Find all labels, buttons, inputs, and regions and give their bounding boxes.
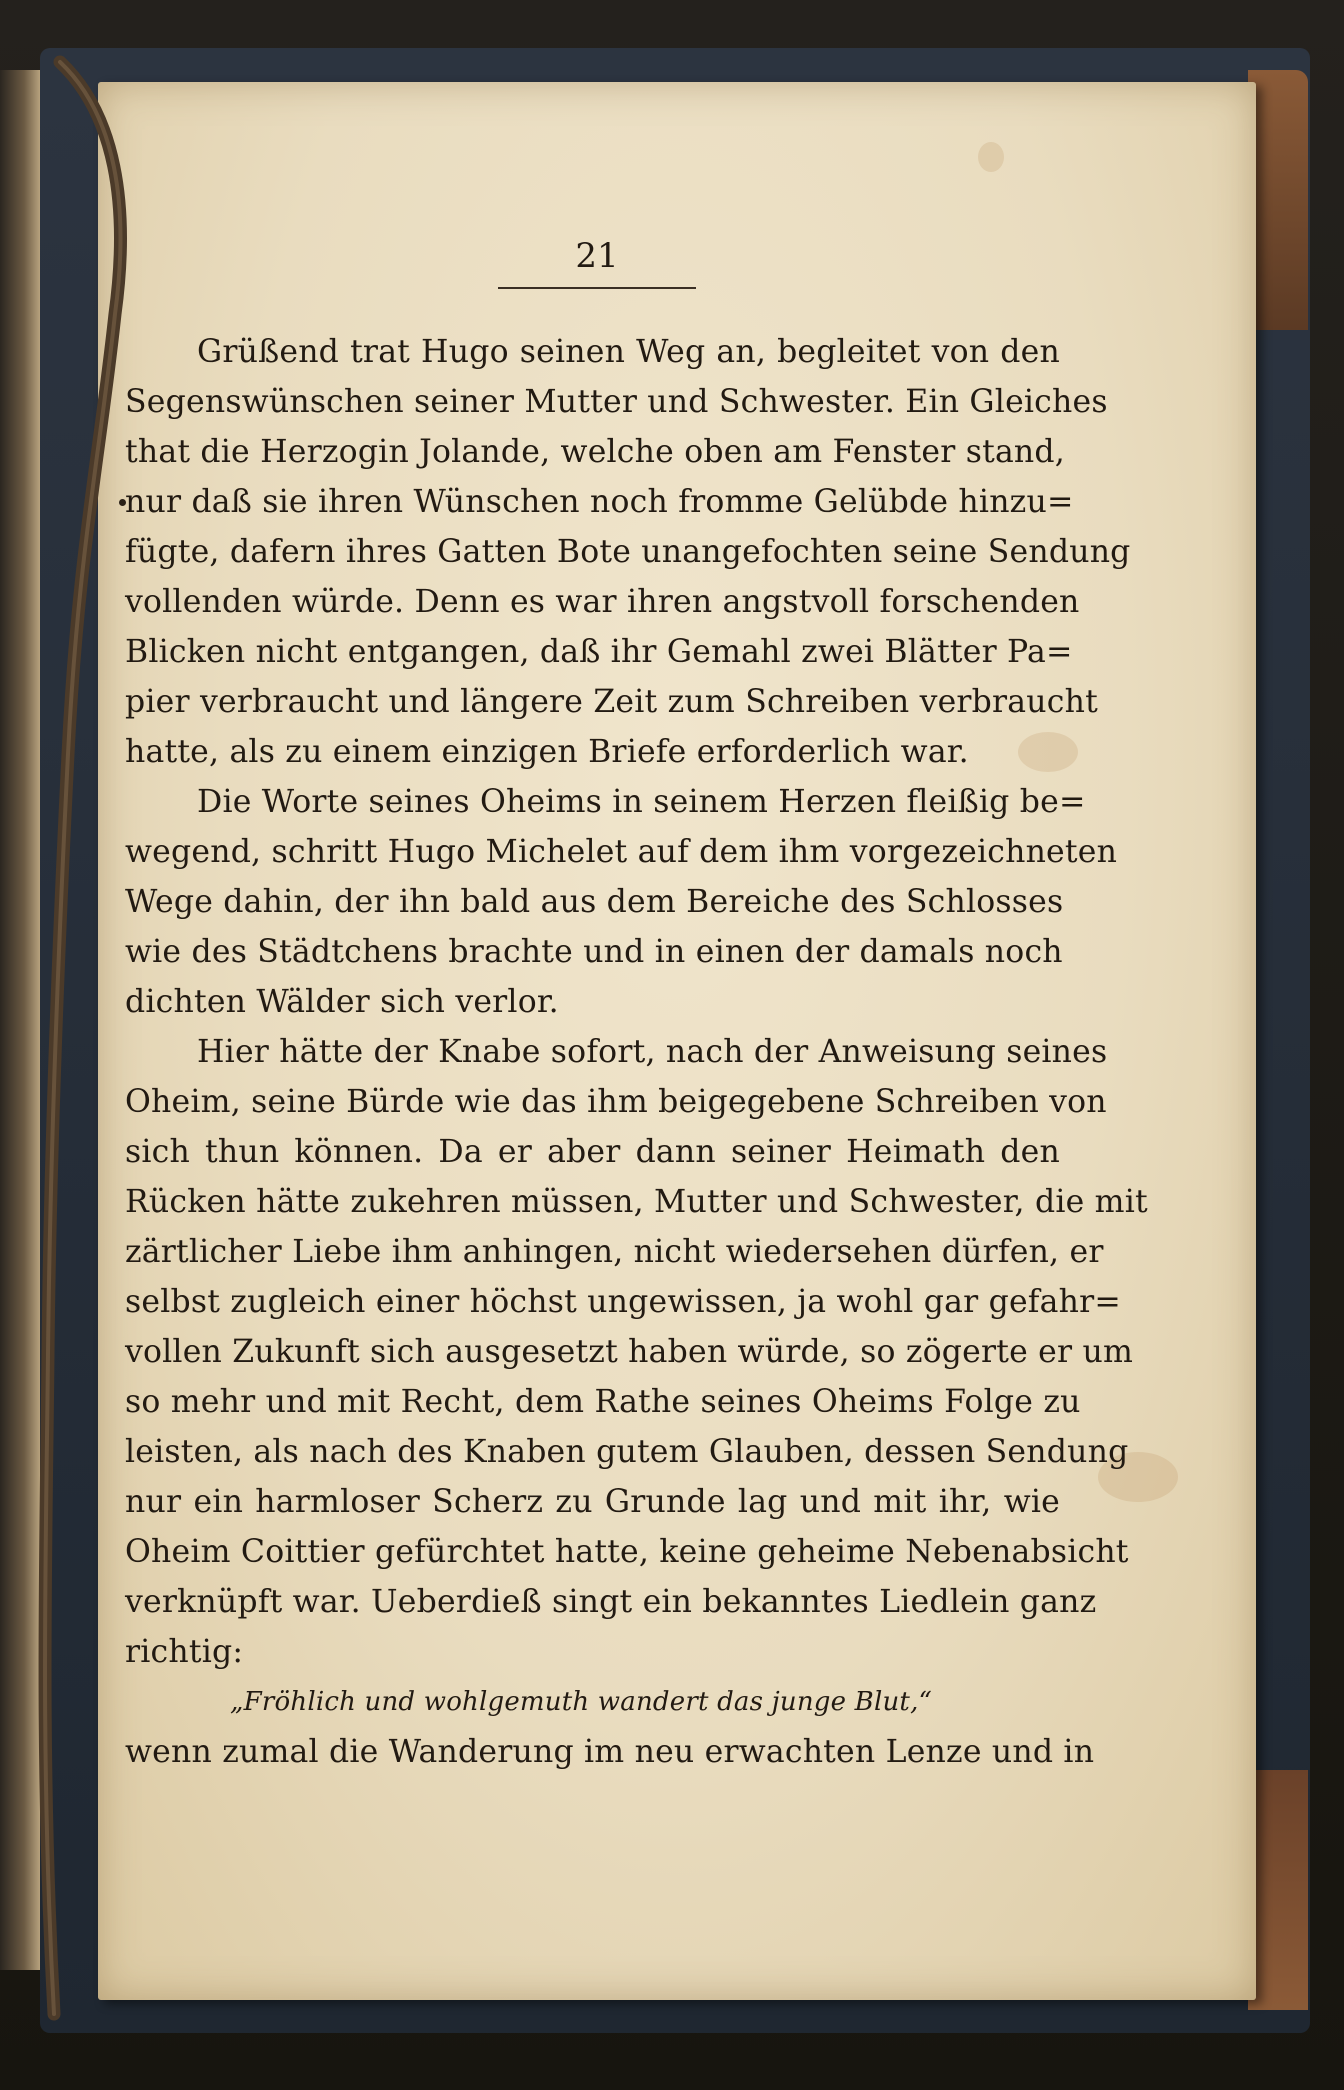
- text-line: nur daß sie ihren Wünschen noch fromme Gelübde hinzu=: [125, 484, 1074, 520]
- text-line: wie des Städtchens brachte und in einen der damals noch: [125, 934, 1063, 970]
- text-line: Segenswünschen seiner Mutter und Schwester. Ein Gleiches: [125, 384, 1108, 420]
- text-line: Rücken hätte zukehren müssen, Mutter und Schwester, die mit: [125, 1184, 1148, 1220]
- foxing-stain: [978, 142, 1004, 172]
- text-line: dichten Wälder sich verlor.: [125, 984, 559, 1020]
- text-line: vollen Zukunft sich ausgesetzt haben würde, so zögerte er um: [125, 1334, 1134, 1370]
- body-text: [125, 327, 1148, 1777]
- text-line: Wege dahin, der ihn bald aus dem Bereiche des Schlosses: [125, 884, 1064, 920]
- text-line: that die Herzogin Jolande, welche oben am Fenster stand,: [125, 434, 1065, 470]
- text-line: vollenden würde. Denn es war ihren angstvoll forschenden: [125, 584, 1080, 620]
- text-line: zärtlicher Liebe ihm anhingen, nicht wiedersehen dürfen, er: [125, 1234, 1104, 1270]
- text-line: pier verbraucht und längere Zeit zum Schreiben verbraucht: [125, 684, 1098, 720]
- text-line: hatte, als zu einem einzigen Briefe erforderlich war.: [125, 734, 969, 770]
- verse-quote: „Fröhlich und wohlgemuth wandert das junge Blut,“: [230, 1687, 933, 1717]
- text-line: leisten, als nach des Knaben gutem Glauben, dessen Sendung: [125, 1434, 1129, 1470]
- page-number: 21: [575, 236, 619, 276]
- text-line: so mehr und mit Recht, dem Rathe seines Oheims Folge zu: [125, 1384, 1081, 1420]
- text-line: verknüpft war. Ueberdieß singt ein bekanntes Liedlein ganz: [125, 1584, 1097, 1620]
- text-line: nur ein harmloser Scherz zu Grunde lag und mit ihr, wie: [125, 1484, 1060, 1520]
- leather-corner-bottom: [1248, 1770, 1308, 2010]
- header-rule: [498, 287, 696, 289]
- text-line: Die Worte seines Oheims in seinem Herzen fleißig be=: [197, 784, 1086, 820]
- text-line: Oheim Coittier gefürchtet hatte, keine geheime Nebenabsicht: [125, 1534, 1129, 1570]
- text-line: selbst zugleich einer höchst ungewissen, ja wohl gar gefahr=: [125, 1284, 1121, 1320]
- text-line: wenn zumal die Wanderung im neu erwachten Lenze und in: [125, 1734, 1095, 1770]
- leather-corner-top: [1248, 70, 1308, 330]
- text-line: fügte, dafern ihres Gatten Bote unangefochten seine Sendung: [125, 534, 1131, 570]
- bookmark-ribbon: [20, 54, 130, 2024]
- text-line: richtig:: [125, 1634, 244, 1670]
- text-line: Blicken nicht entgangen, daß ihr Gemahl zwei Blätter Pa=: [125, 634, 1073, 670]
- text-line: Hier hätte der Knabe sofort, nach der Anweisung seines: [197, 1034, 1108, 1070]
- text-line: wegend, schritt Hugo Michelet auf dem ihm vorgezeichneten: [125, 834, 1118, 870]
- text-line: Grüßend trat Hugo seinen Weg an, begleitet von den: [197, 334, 1060, 370]
- text-line: Oheim, seine Bürde wie das ihm beigegebene Schreiben von: [125, 1084, 1107, 1120]
- text-line: sich thun können. Da er aber dann seiner Heimath den: [125, 1134, 1060, 1170]
